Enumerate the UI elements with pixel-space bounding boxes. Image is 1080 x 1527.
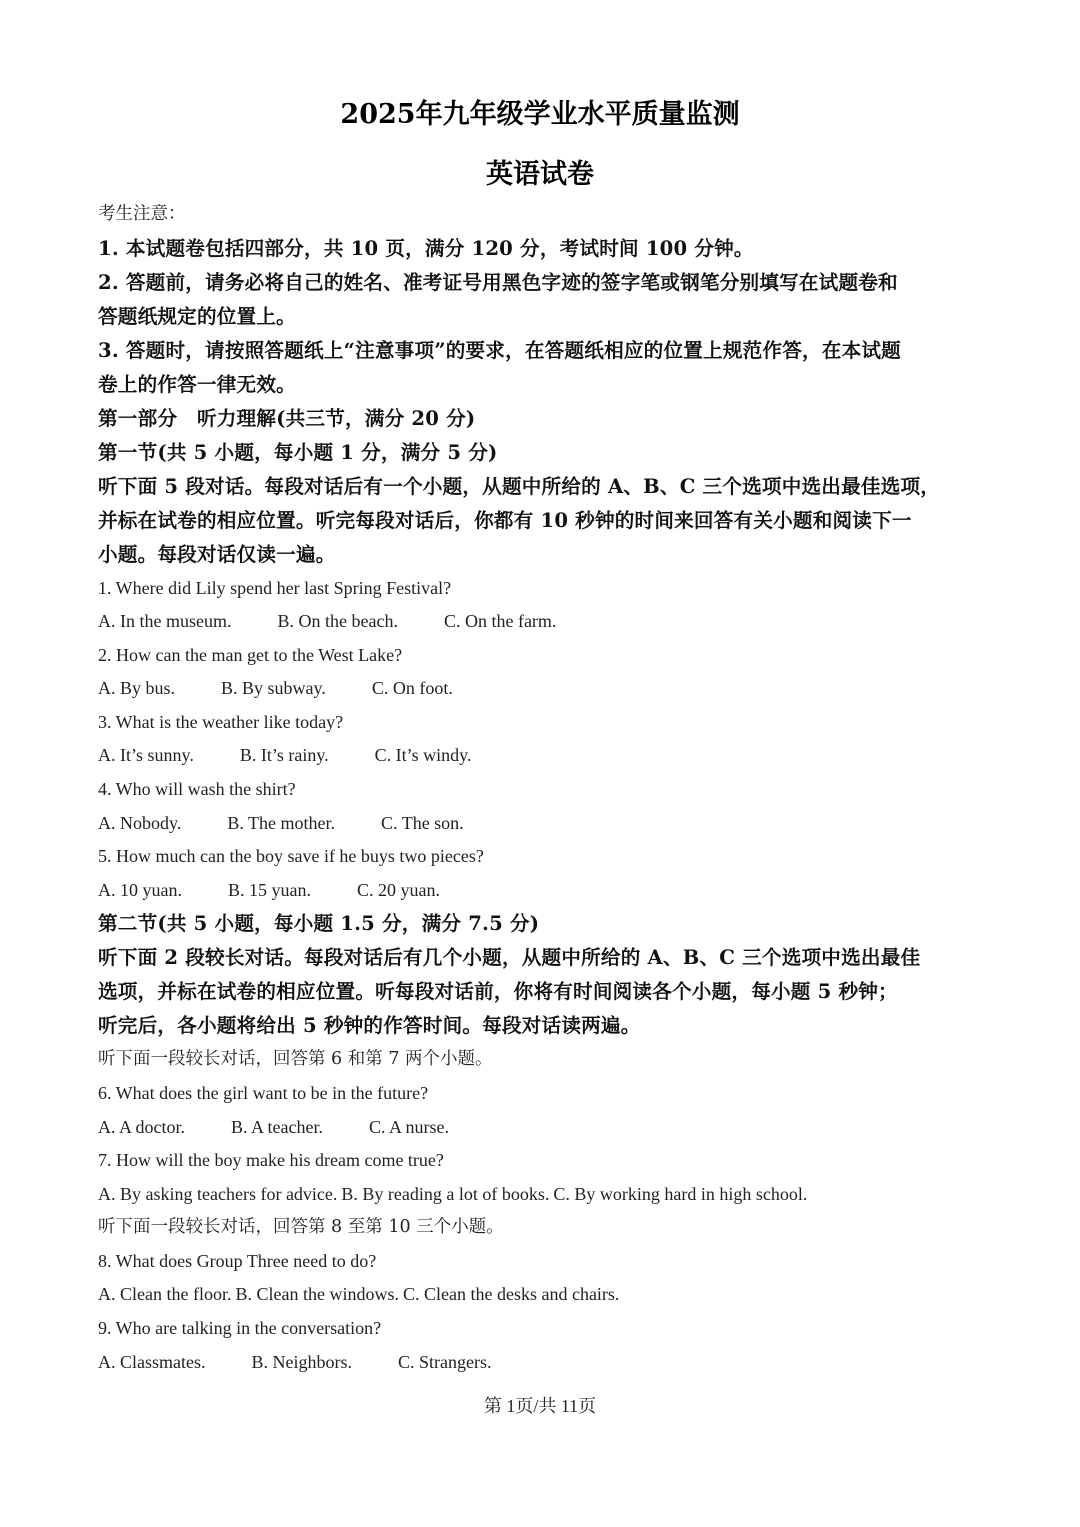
page-number: 第 1页/共 11页: [483, 1396, 597, 1416]
section1-instruction-3: 小题。每段对话仅读一遍。: [98, 542, 336, 566]
question-2-options: [98, 672, 988, 706]
option-a: A. Classmates.: [98, 1351, 206, 1372]
notice-item-2-line-2: 答题纸规定的位置上。: [98, 304, 296, 328]
part1-heading: 第一部分 听力理解(共三节，满分 20 分): [98, 406, 476, 430]
option-c: C. Clean the desks and chairs.: [402, 1284, 620, 1305]
section2-instruction-2: 选项，并标在试卷的相应位置。听每段对话前，你将有时间阅读各个小题，每小题 5 秒钟；: [98, 980, 898, 1004]
question-4-options: [98, 807, 988, 841]
section2-instruction-1: 听下面 2 段较长对话。每段对话后有几个小题，从题中所给的 A、B、C 三个选项中选出最佳: [98, 946, 921, 970]
notice-item-3-line-1: 3. 答题时，请按照答题纸上“注意事项”的要求，在答题纸相应的位置上规范作答，在本试题: [98, 338, 901, 362]
notice-item-2-line-1: 2. 答题前，请务必将自己的姓名、准考证号用黑色字迹的签字笔或钢笔分别填写在试题卷和: [98, 270, 898, 294]
exam-subtitle: 英语试卷: [486, 159, 594, 190]
option-a: A. In the museum.: [98, 611, 232, 632]
dialog-2-note: 听下面一段较长对话，回答第 8 至第 10 三个小题。: [98, 1217, 504, 1238]
option-a: A. A doctor.: [98, 1116, 186, 1137]
question-7: 7. How will the boy make his dream come true?: [98, 1150, 444, 1171]
question-2: 2. How can the man get to the West Lake?: [98, 644, 403, 665]
option-a: A. Nobody.: [98, 812, 182, 833]
section1-instruction-1: 听下面 5 段对话。每段对话后有一个小题，从题中所给的 A、B、C 三个选项中选出最佳选项，: [98, 474, 941, 498]
question-8-options: [98, 1278, 988, 1312]
exam-title: 2025年九年级学业水平质量监测: [340, 99, 740, 130]
option-a: A. By bus.: [98, 678, 176, 699]
option-b: B. By subway.: [221, 678, 326, 699]
question-3: 3. What is the weather like today?: [98, 711, 344, 732]
question-7-options: [98, 1178, 988, 1212]
question-8: 8. What does Group Three need to do?: [98, 1250, 377, 1271]
question-6-options: [98, 1111, 988, 1145]
option-c: C. A nurse.: [369, 1116, 450, 1137]
option-b: B. The mother.: [227, 812, 336, 833]
option-a: A. By asking teachers for advice.: [98, 1183, 338, 1204]
option-c: C. The son.: [381, 812, 464, 833]
option-c: C. Strangers.: [398, 1351, 492, 1372]
option-a: A. Clean the floor.: [98, 1284, 232, 1305]
notice-heading: 考生注意：: [98, 204, 186, 224]
question-6: 6. What does the girl want to be in the future?: [98, 1082, 429, 1103]
question-1-options: [98, 605, 988, 639]
option-a: A. 10 yuan.: [98, 879, 182, 900]
question-9: 9. Who are talking in the conversation?: [98, 1318, 382, 1338]
option-b: B. Clean the windows.: [235, 1284, 399, 1305]
section1-heading: 第一节(共 5 小题，每小题 1 分，满分 5 分): [98, 440, 498, 464]
question-1: 1. Where did Lily spend her last Spring Festival?: [98, 577, 452, 598]
option-b: B. Neighbors.: [251, 1351, 352, 1372]
option-b: B. 15 yuan.: [228, 879, 311, 900]
section2-heading: 第二节(共 5 小题，每小题 1.5 分，满分 7.5 分): [98, 912, 540, 936]
option-c: C. On foot.: [371, 678, 453, 699]
option-c: C. On the farm.: [443, 611, 557, 632]
option-c: C. By working hard in high school.: [553, 1183, 808, 1204]
option-b: B. On the beach.: [277, 611, 398, 632]
option-a: A. It’s sunny.: [98, 745, 194, 766]
question-5-options: [98, 874, 988, 908]
question-3-options: [98, 739, 988, 773]
question-5: 5. How much can the boy save if he buys two pieces?: [98, 846, 484, 867]
section1-instruction-2: 并标在试卷的相应位置。听完每段对话后，你都有 10 秒钟的时间来回答有关小题和阅读下一: [98, 508, 912, 532]
question-4: 4. Who will wash the shirt?: [98, 779, 296, 800]
option-c: C. 20 yuan.: [357, 879, 440, 900]
question-9-options: [98, 1346, 988, 1380]
option-c: C. It’s windy.: [374, 745, 472, 766]
dialog-1-note: 听下面一段较长对话，回答第 6 和第 7 两个小题。: [98, 1049, 493, 1070]
option-b: B. It’s rainy.: [239, 745, 329, 766]
section2-instruction-3: 听完后，各小题将给出 5 秒钟的作答时间。每段对话读两遍。: [98, 1014, 641, 1038]
notice-item-3-line-2: 卷上的作答一律无效。: [98, 372, 296, 396]
exam-body: [98, 198, 988, 1379]
notice-item-1: 1. 本试题卷包括四部分，共 10 页，满分 120 分，考试时间 100 分钟。: [98, 236, 754, 260]
option-b: B. A teacher.: [231, 1116, 323, 1137]
option-b: B. By reading a lot of books.: [341, 1183, 550, 1204]
